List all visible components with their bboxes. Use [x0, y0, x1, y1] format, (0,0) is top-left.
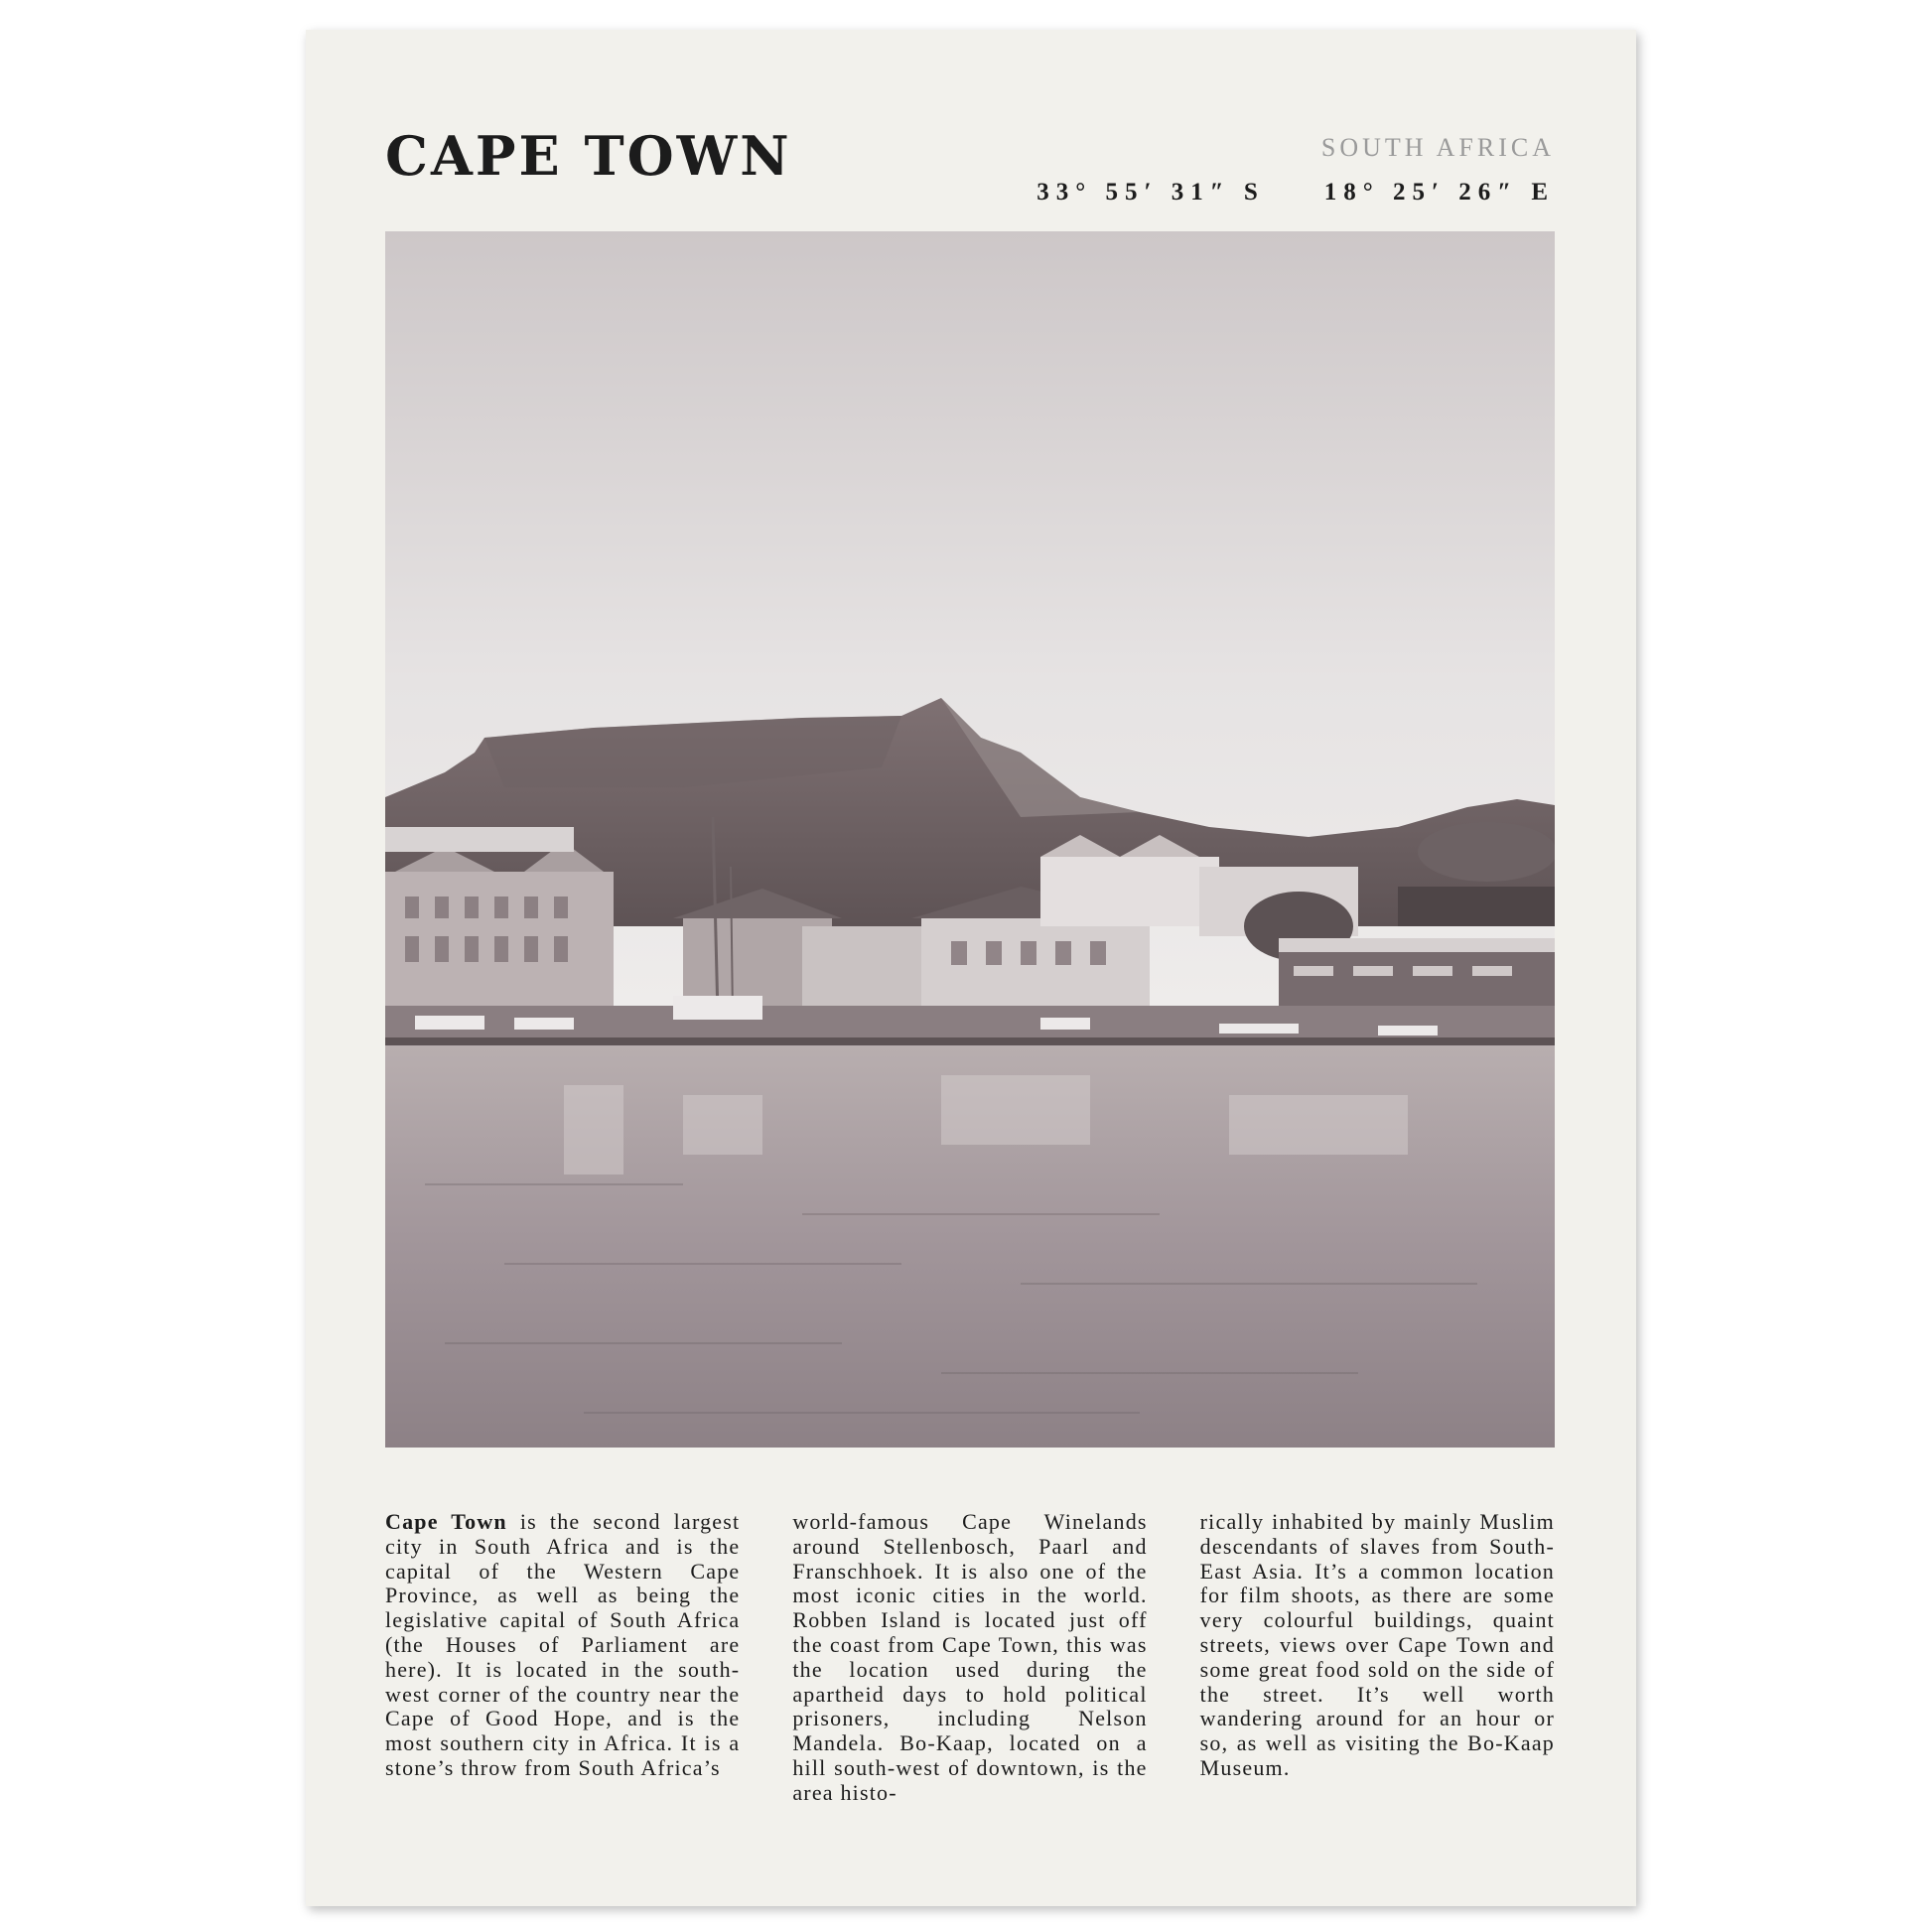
description-column-1: [385, 1510, 740, 1806]
longitude: 18° 25′ 26″ E: [1323, 179, 1555, 206]
poster: [306, 30, 1636, 1906]
description-column-3: rically inhabited by mainly Muslim descendants of slaves from South-East Asia. It’s a common location for film shoots, as there are some very colourful buildings, quaint streets, views over Cape Town and some great food sold on the side of the street. It’s well worth wandering around for an hour or so, as well as visiting the Bo-Kaap Museum.: [1199, 1509, 1555, 1780]
city-title: CAPE TOWN: [385, 124, 792, 188]
coordinates: [1036, 179, 1555, 207]
cape-town-photo: [385, 231, 1555, 1448]
lead-term: Cape Town: [385, 1509, 507, 1534]
country-label: SOUTH AFRICA: [1320, 133, 1555, 162]
description: [385, 1510, 1555, 1806]
description-column-2: world-famous Cape Winelands around Stellenbosch, Paarl and Franschhoek. It is also one of the most iconic cities in the world. Robben Island is located just off the coast from Cape Town, this was the location used during the apartheid days to hold political prisoners, including Nelson Mandela. Bo-Kaap, located on a hill south-west of downtown, is the area histo-: [792, 1509, 1148, 1805]
column-1-text: is the second largest city in South Africa and is the capital of the Western Cape Province, as well as being the legislative capital of South Africa (the Houses of Parliament are here). It is located in the south-west corner of the country near the Cape of Good Hope, and is the most southern city in Africa. It is a stone’s throw from South Africa’s: [385, 1509, 741, 1780]
latitude: 33° 55′ 31″ S: [1036, 179, 1265, 206]
